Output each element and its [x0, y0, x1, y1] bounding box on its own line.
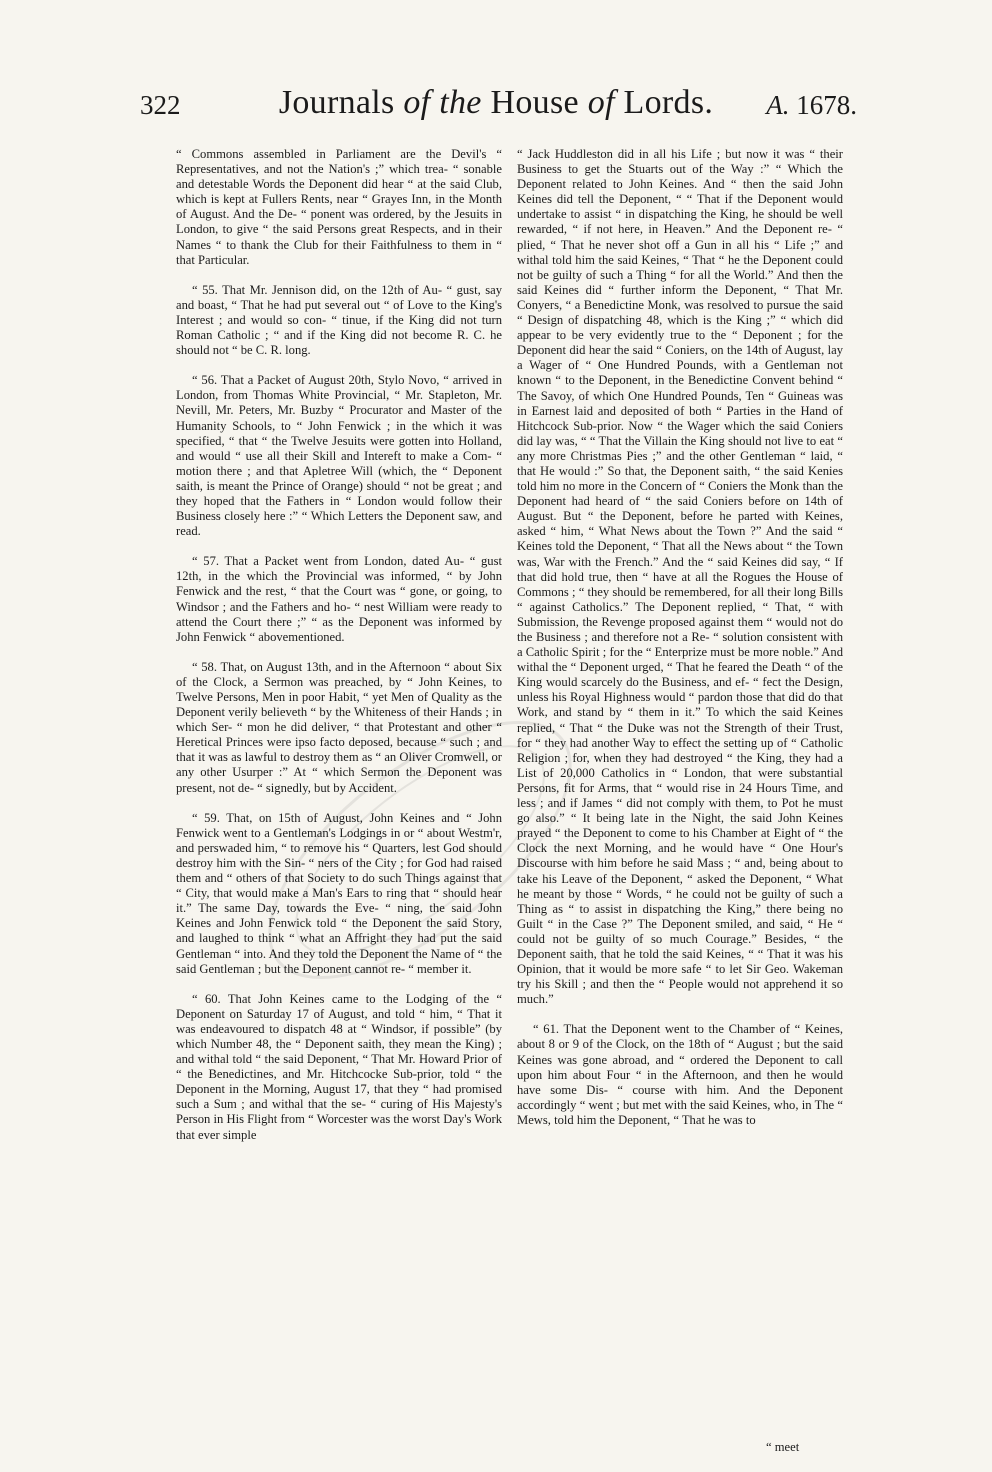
paragraph-61: “ 61. That the Deponent went to the Chamber of “ Keines, about 8 or 9 of the Clock, on the 18th of “ August ; but the said Keines was gone abroad, and “ ordered the Deponent to call upon him about Four “ in the Afternoon, and then he would have some Dis- “ course with him. And the Deponent accordingly “ went ; but met with the said Keines, who, in The “ Mews, told him the Deponent, “ That he was to	[517, 1022, 843, 1127]
title-the: the	[439, 84, 482, 121]
title-lords: Lords.	[623, 84, 714, 121]
paragraph-57: “ 57. That a Packet went from London, dated Au- “ gust 12th, in the which the Provincial was informed, “ by John Fenwick and the rest, “ that the Court was “ gone, or going, to Windsor ; and the Fathers and ho- “ nest William were ready to attend the Court there ;” “ as the Deponent was informed by John Fenwick “ abovementioned.	[176, 554, 502, 644]
paragraph-59: “ 59. That, on 15th of August, John Keines and “ John Fenwick went to a Gentleman's Lodgings in or “ about Westm'r, and perswaded him, “ to remove his “ Quarters, lest God should destroy him with the Sin- “ ners of the City ; for God had raised them and “ others of that Society to do such Things against that “ City, that would make a Man's Ears to ring that “ should hear it.” The same Day, towards the Eve- “ ning, the said John Keines and John Fenwick told “ the Deponent the said Story, and laughed to think “ what an Affright they had put the said Gentleman “ into. And they told the Deponent the Name of “ the said Gentleman ; but the Deponent cannot re- “ member it.	[176, 810, 502, 976]
title-journals: Journals	[278, 84, 395, 121]
year	[766, 90, 857, 121]
left-column	[176, 147, 502, 1158]
page-header	[0, 84, 992, 144]
paragraph-55: “ 55. That Mr. Jennison did, on the 12th of Au- “ gust, say and boast, “ That he had put several out “ of Love to the King's Interest ; and would so con- “ tinue, if the King did not turn Roman Catholic ; “ and if the King did not become R. C. he should not “ be C. R. long.	[176, 282, 502, 358]
page-number: 322	[140, 90, 181, 120]
paragraph: “ Commons assembled in Parliament are the Devil's “ Representatives, and not the Nation's ;” which trea- “ sonable and detestable Words the Deponent did hear “ at the said Club, which is kept at Fullers Rents, near “ Grayes Inn, in the Month of August. And the De- “ ponent was ordered, by the Jesuits in London, to give “ the said Persons great Respects, and in their Names “ to thank the Club for their Faithfulness to them in “ that Particular.	[176, 147, 502, 267]
title-house: House	[490, 84, 579, 121]
catchword: “ meet	[766, 1440, 800, 1454]
paragraph-60-continued: “ Jack Huddleston did in all his Life ; but now it was “ their Business to get the Stuarts out of the Way :” “ Which the Deponent related to John Keines. And “ then the said John Keines did tell the Deponent, “ “ That if the Deponent would undertake to assist “ in dispatching the King, he should be well rewarded, “ if not here, in Heaven.” And the Deponent re- “ plied, “ That he never shot off a Gun in all his “ Life ;” and withal told him the said Keines, “ That “ he the Deponent could not be guilty of such a Thing “ for all the World.” And then the said Keines did “ further inform the Deponent, “ That Mr. Conyers, “ a Benedictine Monk, was resolved to pursue the said “ Design of dispatching 48, which is the King ;” “ which did appear to be very evidently true to the “ Deponent ; for the Deponent did hear the said “ Coniers, on the 14th of August, lay a Wager of “ One Hundred Pounds, with a Gentleman not known “ to the Deponent, in the Benedictine Convent behind “ The Savoy, of which One Hundred Pounds, Ten “ Guineas was in Earnest laid and deposited of both “ Parties in the Hand of Hitchcock Sub-prior. Now “ the Wager which the said Coniers did lay was, “ “ That the Villain the King should not live to eat “ any more Christmas Pies ;” and the other Gentleman “ laid, “ that He would :” So that, the Deponent saith, “ the said Kenies told him no more in the Concern of “ Coniers the Monk than the Deponent had heard of “ the said Coniers before on 14th of August. But “ the Deponent, before he parted with Keines, asked “ him, “ What News about the Town ?” And the said “ Keines told the Deponent, “ That all the News about “ the Town was, War with the French.” And the “ said Keines did say, “ If that did hold true, then “ have at all the Rogues the House of Commons ; “ they should be remembered, for all their long Bills “ against Catholics.” The Deponent replied, “ That, “ with Submission, the Revenge proposed against them “ would not do the Business ; and therefore not a Re- “ solution consistent with a Catholic Spirit ; for the “ Enterprize must be more noble.” And withal the “ Deponent urged, “ That he feared the Death “ of the King would scarcely do the Business, and ef- “ fect the Design, unless his Royal Highness would “ pardon those that did do that Work, and stand by “ them in it.” To which the said Keines replied, “ That “ the Duke was not the Strength of their Trust, for “ they had another Way to effect the setting up of “ Catholic Religion ; for, when they had destroyed “ the King, they had a List of 20,000 Catholics in “ London, that were substantial Persons, fit for Arms, that “ would rise in 24 Hours Time, and less ; and if James “ did not comply with them, to Pot he must go also.” “ It being late in the Night, the said John Keines prayed “ the Deponent to come to his Chamber at Eight of “ the Clock the next Morning, and he would have “ One Hour's Discourse with him before he said Mass ; “ and, being about to take his Leave of the Deponent, “ asked the Deponent, “ What he meant by those “ Words, “ he could not be guilty of such a Thing as “ to assist in dispatching the King,” there being no Guilt “ in the Case ?” The Deponent smiled, and said, “ He “ could not be guilty of so much Courage.” Besides, “ the Deponent saith, that he told the said Keines, “ “ That it was his Opinion, that it would be more safe “ to let Sir Geo. Wakeman try his Skill ; and then the “ People would not apprehend it so much.”	[517, 147, 843, 1007]
year-a: A.	[766, 90, 790, 120]
title-of-2: of	[587, 84, 615, 121]
year-number: 1678.	[796, 90, 857, 120]
paragraph-56: “ 56. That a Packet of August 20th, Stylo Novo, “ arrived in London, from Thomas White Provincial, “ Mr. Stapleton, Mr. Nevill, Mr. Peters, Mr. Buzby “ Procurator and Master of the Humanity Schools, to “ John Fenwick ; in the which it was specified, “ that “ the Twelve Jesuits were gotten into Holland, and would “ use all their Skill and Intereft to make a Com- “ motion there ; and that Apletree Will (which, the “ Deponent saith, is meant the Prince of Orange) should “ not be great ; and they hoped that the Fathers in “ London would follow their Business closely here :” “ Which Letters the Deponent saw, and read.	[176, 373, 502, 539]
paragraph-58: “ 58. That, on August 13th, and in the Afternoon “ about Six of the Clock, a Sermon was preached, by “ John Keines, to Twelve Persons, Men in poor Habit, “ yet Men of Quality as the Deponent verily believeth “ by the Whiteness of their Hands ; in which Ser- “ mon he did deliver, “ that Protestant and other “ Heretical Princes were ipso facto deposed, because “ such ; and that it was as lawful to destroy them as “ an Oliver Cromwell, or any other Usurper :” At “ which Sermon the Deponent was present, not de- “ signedly, but by Accident.	[176, 659, 502, 795]
paragraph-60: “ 60. That John Keines came to the Lodging of the “ Deponent on Saturday 17 of August, and told “ him, “ That it was endeavoured to dispatch 48 at “ Windsor, if possible” (by which Number 48, the “ Deponent saith, they mean the King) ; and withal told “ the said Deponent, “ That Mr. Howard Prior of “ the Benedictines, and Mr. Hitchcocke Sub-prior, told “ the Deponent in the Morning, August 17, that they “ had promised such a Sum ; and withal that the se- “ curing of His Majesty's Person in His Flight from “ Worcester was the worst Day's Work that ever simple	[176, 991, 502, 1142]
title-of: of	[403, 84, 431, 121]
right-column	[517, 147, 843, 1143]
